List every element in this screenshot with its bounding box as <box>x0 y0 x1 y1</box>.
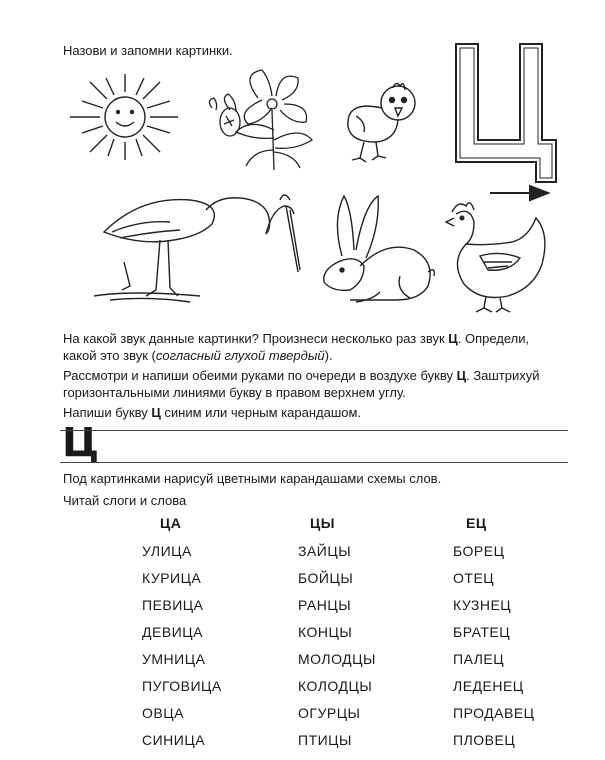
instruction-2-letter: Ц <box>151 405 161 420</box>
word-item: БОРЕЦ <box>453 543 505 559</box>
word-item: МОЛОДЦЫ <box>298 651 376 667</box>
writing-line-bottom <box>60 462 568 463</box>
word-item: ЛЕДЕНЕЦ <box>453 678 524 694</box>
schemes-instruction: Под картинками нарисуй цветными карандашами схемы слов. <box>63 471 442 486</box>
word-item: ПТИЦЫ <box>298 732 352 748</box>
question-line2-end: ). <box>324 348 333 363</box>
word-item: ЗАЙЦЫ <box>298 543 352 559</box>
hare-picture <box>324 196 435 302</box>
word-item: КОНЦЫ <box>298 624 353 640</box>
instruction-1-letter: Ц <box>456 368 467 383</box>
question-line-1 <box>63 330 529 347</box>
illustrations <box>0 0 605 320</box>
instruction-2-text: Напиши букву <box>63 405 152 420</box>
question-line-2 <box>63 347 333 364</box>
sound-description: согласный глухой твердый <box>155 348 325 363</box>
outlined-letter-picture <box>456 44 556 182</box>
column-header-cy: ЦЫ <box>310 515 335 531</box>
word-item: ПАЛЕЦ <box>453 651 505 667</box>
word-item: ПУГОВИЦА <box>142 678 222 694</box>
word-item: ОГУРЦЫ <box>298 705 361 721</box>
question-text-end: . Определи, <box>457 331 530 346</box>
copy-letter: Ц <box>62 420 100 466</box>
instruction-1-text: Рассмотри и напиши обеими руками по очереди в воздухе букву <box>63 368 457 383</box>
word-item: УЛИЦА <box>142 543 192 559</box>
instruction-2-text-end: синим или черным карандашом. <box>160 405 362 420</box>
word-item: БРАТЕЦ <box>453 624 511 640</box>
word-item: УМНИЦА <box>142 651 206 667</box>
column-header-ca: ЦА <box>160 515 182 531</box>
read-instruction: Читай слоги и слова <box>63 493 187 508</box>
hen-picture <box>446 203 545 312</box>
word-item: КУРИЦА <box>142 570 202 586</box>
sun-picture <box>70 74 178 160</box>
column-header-ec: ЕЦ <box>466 515 487 531</box>
heron-picture <box>94 195 300 302</box>
page-heading: Назови и запомни картинки. <box>63 43 233 58</box>
instruction-1-text-end: . Заштрихуй <box>466 368 540 383</box>
word-item: КУЗНЕЦ <box>453 597 512 613</box>
word-item: ПРОДАВЕЦ <box>453 705 535 721</box>
word-item: ОВЦА <box>142 705 184 721</box>
word-item: БОЙЦЫ <box>298 570 354 586</box>
flower-picture <box>209 70 312 170</box>
instruction-1-line-1 <box>63 367 540 384</box>
instruction-2 <box>63 404 361 421</box>
word-item: СИНИЦА <box>142 732 206 748</box>
word-item: ДЕВИЦА <box>142 624 203 640</box>
question-text: На какой звук данные картинки? Произнеси несколько раз звук <box>63 331 449 346</box>
question-letter: Ц <box>448 331 458 346</box>
word-item: КОЛОДЦЫ <box>298 678 373 694</box>
word-item: ПЛОВЕЦ <box>453 732 516 748</box>
writing-line-top <box>60 430 568 431</box>
arrow-picture <box>490 186 548 200</box>
word-item: ПЕВИЦА <box>142 597 204 613</box>
instruction-1-line-2: горизонтальными линиями букву в правом верхнем углу. <box>63 385 406 400</box>
word-item: РАНЦЫ <box>298 597 352 613</box>
question-line2-start: какой это звук ( <box>63 348 156 363</box>
chick-picture <box>348 83 415 162</box>
word-item: ОТЕЦ <box>453 570 495 586</box>
